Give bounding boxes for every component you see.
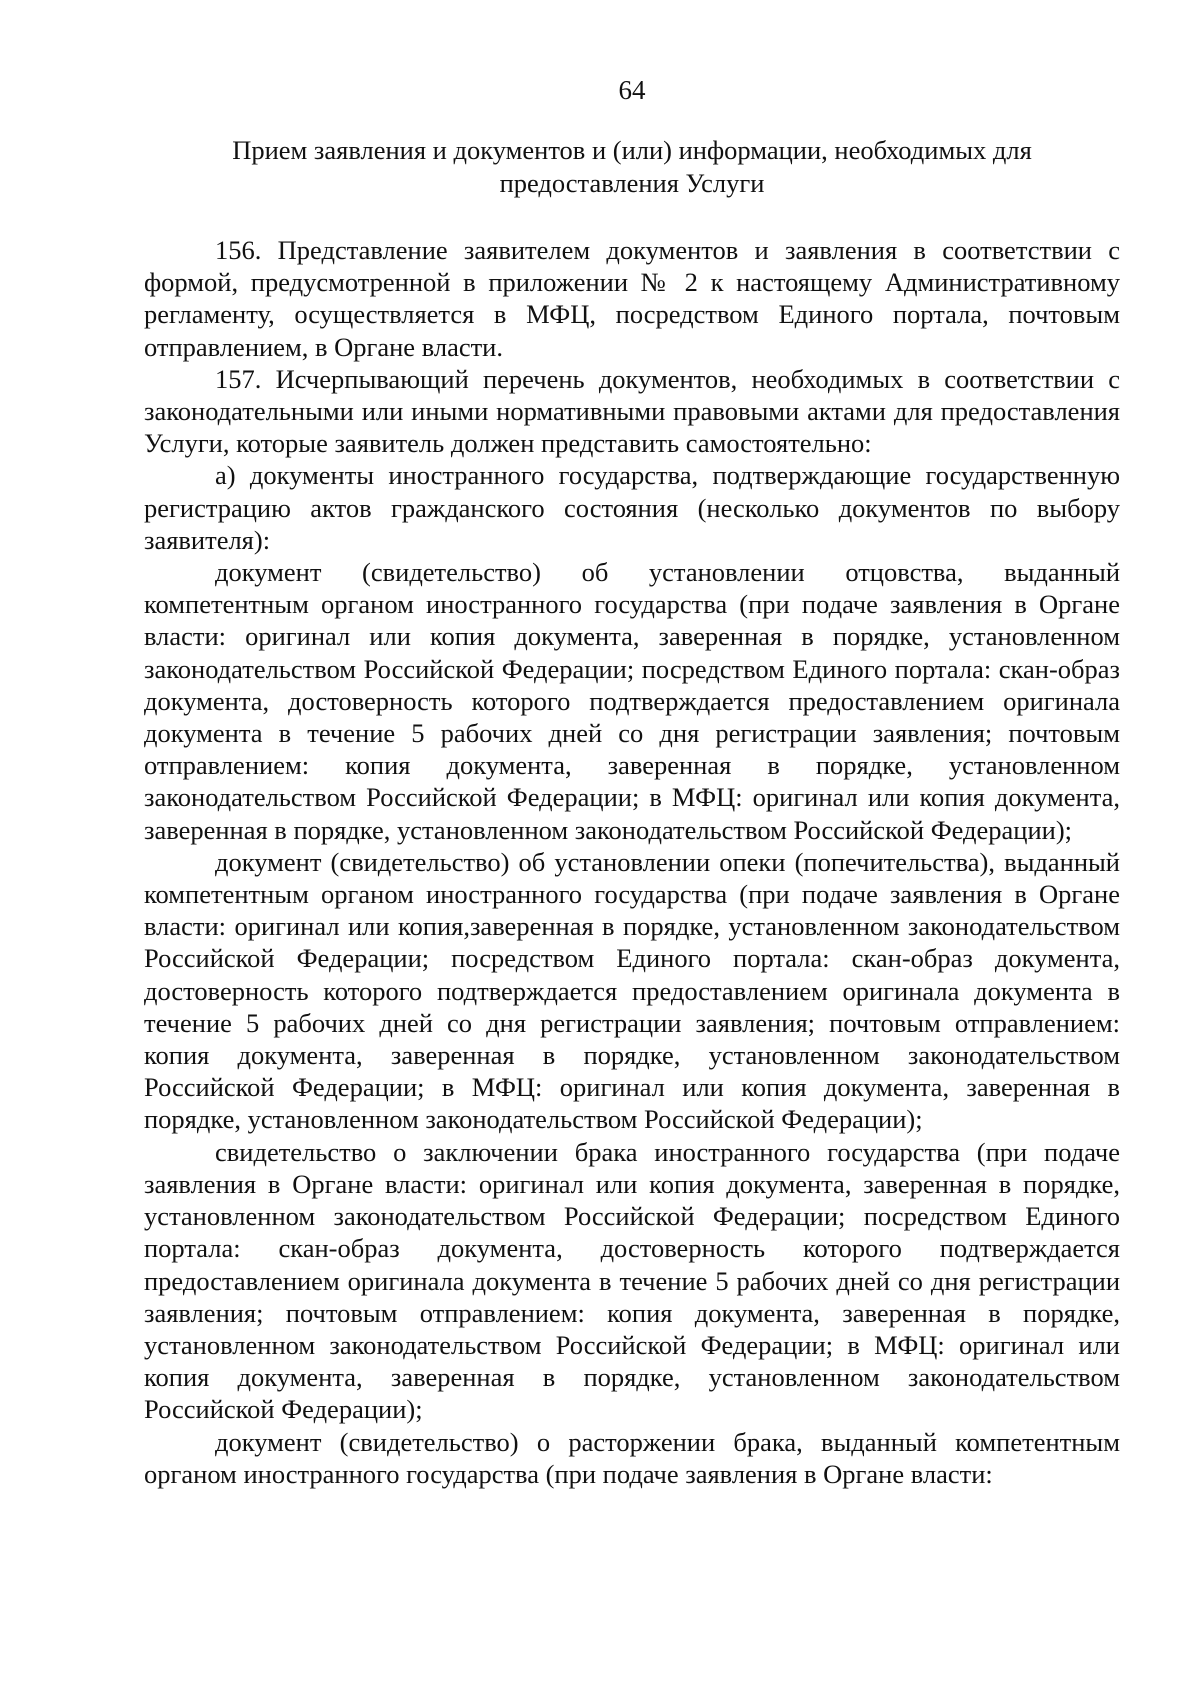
paragraph-157-a: а) документы иностранного государства, подтверждающие государственную регистрацию актов гражданского состояния (несколько документов по выбору заявителя): — [144, 460, 1120, 555]
section-heading-line-1: Прием заявления и документов и (или) информации, необходимых для — [232, 135, 1032, 165]
document-body — [144, 234, 1120, 1490]
paragraph-157: 157. Исчерпывающий перечень документов, необходимых в соответствии с законодательными или иными нормативными правовыми актами для предоставления Услуги, которые заявитель должен представить самостоятельно: — [144, 363, 1120, 459]
document-page — [144, 0, 1120, 1697]
section-heading — [144, 134, 1120, 199]
paragraph-marriage-certificate: свидетельство о заключении брака иностранного государства (при подаче заявления в Органе власти: оригинал или копия документа, заверенная в порядке, установленном законодательством Российской Федерации; посредством Единого портала: скан-образ документа, достоверность которого подтверждается предоставлением оригинала документа в течение 5 рабочих дней со дня регистрации заявления; почтовым отправлением: копия документа, заверенная в порядке, установленном законодательством Российской Федерации; в МФЦ: оригинал или копия документа, заверенная в порядке, установленном законодательством Российской Федерации); — [144, 1136, 1120, 1425]
paragraph-guardianship-certificate: документ (свидетельство) об установлении опеки (попечительства), выданный компетентным органом иностранного государства (при подаче заявления в Органе власти: оригинал или копия,заверенная в порядке, установленном законодательством Российской Федерации; посредством Единого портала: скан-образ документа, достоверность которого подтверждается предоставлением оригинала документа в течение 5 рабочих дней со дня регистрации заявления; почтовым отправлением: копия документа, заверенная в порядке, установленном законодательством Российской Федерации; в МФЦ: оригинал или копия документа, заверенная в порядке, установленном законодательством Российской Федерации); — [144, 846, 1120, 1135]
page-number: 64 — [618, 75, 646, 105]
paragraph-156: 156. Представление заявителем документов и заявления в соответствии с формой, предусмотренной в приложении № 2 к настоящему Административному регламенту, осуществляется в МФЦ, посредством Единого портала, почтовым отправлением, в Органе власти. — [144, 235, 1120, 362]
section-heading-line-2: предоставления Услуги — [499, 167, 765, 198]
paragraph-divorce-certificate: документ (свидетельство) о расторжении брака, выданный компетентным органом иностранного государства (при подаче заявления в Органе власти: — [144, 1426, 1120, 1489]
paragraph-paternity-certificate: документ (свидетельство) об установлении отцовства, выданный компетентным органом иностранного государства (при подаче заявления в Органе власти: оригинал или копия документа, заверенная в порядке, установленном законодательством Российской Федерации; посредством Единого портала: скан-образ документа, достоверность которого подтверждается предоставлением оригинала документа в течение 5 рабочих дней со дня регистрации заявления; почтовым отправлением: копия документа, заверенная в порядке, установленном законодательством Российской Федерации; в МФЦ: оригинал или копия документа, заверенная в порядке, установленном законодательством Российской Федерации); — [144, 557, 1120, 845]
